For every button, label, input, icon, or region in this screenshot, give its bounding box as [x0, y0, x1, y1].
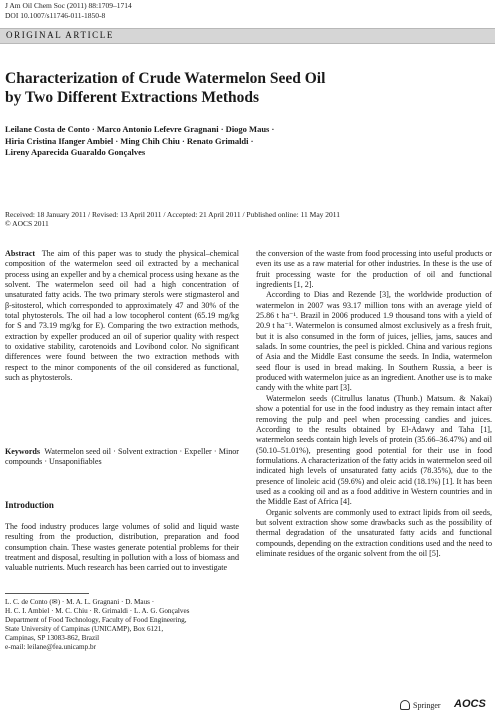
abstract-label: Abstract — [5, 249, 36, 258]
springer-mark — [400, 700, 441, 710]
aocs-logo-text: AOCS — [454, 698, 486, 710]
abstract-text: The aim of this paper was to study the physical–chemical composition of the watermelon seed oil extracted by a mechanical process using an expeller and by a chemical process using hexane as the solvent. The watermelon seed oil had a high concentration of unsaturated fatty acids. The two primary sterols were stigmasterol and β-sitosterol, which corresponded to approximately 47 and 30% of the total phytosterols. The oil had a low tocopherol content (65.19 mg/kg for S and 73.19 mg/kg for E). Comparing the two extraction methods, extraction by expeller produced an oil of superior quality with respect to oxidative stability, carotenoids and Lovibond color. No significant differences were found between the two extraction methods with respect to the minor components of the oil considered as functional, such as phytosterols. — [5, 249, 240, 383]
article-type-label: ORIGINAL ARTICLE — [6, 30, 114, 40]
article-type-banner — [0, 28, 495, 44]
authors-line-1: Leilane Costa de Conto · Marco Antonio Lefevre Gragnani · Diogo Maus · — [5, 124, 275, 134]
keywords-label: Keywords — [5, 447, 41, 456]
aocs-logo — [454, 698, 486, 710]
author-list — [5, 124, 485, 159]
right-column — [256, 249, 492, 559]
footnote-email[interactable]: e-mail: leilane@fea.unicamp.br — [5, 643, 97, 652]
right-paragraph-4: Organic solvents are commonly used to extract lipids from oil seeds, but solvent extraction show some drawbacks such as the possibility of thermal degradation of the unsaturated fatty acids and functional compounds, depending on the extraction conditions used and the need to eliminate residues of the organic solvent from the oil [5]. — [256, 507, 492, 558]
keywords-text: Watermelon seed oil · Solvent extraction · Expeller · Minor compounds · Unsaponifiables — [5, 447, 239, 467]
author-affiliation-footnote — [5, 598, 239, 653]
right-paragraph-3: Watermelon seeds (Citrullus lanatus (Thunb.) Matsum. & Nakai) show a potential for use in the food industry as they remain intact after removing the pulp and peel when processing candies and juices. According to the results obtained by El-Adawy and Taha [1], watermelon seeds contain high levels of protein (35.66–36.47%) and oil (50.10–51.01%), presenting good potential for their use in food formulations. A characterization of the fatty acids in watermelon seed oil indicated high levels of unsaturated fatty acids (78.35%), due to the presence of linoleic acid (59.6%) and oleic acid (18.1%) [1]. It has been used as a cooking oil and as a food additive in Western countries and in the Middle East of Africa [4]. — [256, 393, 492, 507]
title-line-1: Characterization of Crude Watermelon Seed Oil — [5, 70, 326, 87]
footnote-line-1: L. C. de Conto (✉) · M. A. L. Gragnani · D. Maus · — [5, 598, 155, 606]
introduction-text: The food industry produces large volumes of solid and liquid waste resulting from the production, distribution, preparation and food consumption chain. These wastes generate potential problems for their treatment and disposal, resulting in pollution with a loss of biomass and valuable nutrients. Much research has been carried out to investigate — [5, 522, 239, 573]
abstract-section — [5, 249, 239, 383]
article-dates — [5, 210, 490, 228]
footnote-divider — [5, 593, 89, 594]
footnote-line-5: Campinas, SP 13083-862, Brazil — [5, 634, 100, 643]
footnote-line-3: Department of Food Technology, Faculty of Food Engineering, — [5, 616, 187, 625]
right-paragraph-1: the conversion of the waste from food processing into useful products or even its use as a raw material for other industries. In these is the use of fruit processing waste for the production of oil and functional ingredients [1, 2]. — [256, 249, 492, 290]
copyright: © AOCS 2011 — [5, 219, 49, 228]
footnote-line-4: State University of Campinas (UNICAMP), Box 6121, — [5, 625, 164, 634]
journal-citation: J Am Oil Chem Soc (2011) 88:1709–1714 — [5, 1, 132, 10]
keywords-section — [5, 447, 239, 468]
title-line-2: by Two Different Extractions Methods — [5, 89, 260, 106]
authors-line-2: Hiria Cristina Ifanger Ambiel · Ming Chih Chiu · Renato Grimaldi · — [5, 135, 254, 146]
introduction-section — [5, 522, 239, 574]
authors-line-3: Lireny Aparecida Guaraldo Gonçalves — [5, 147, 146, 158]
doi[interactable]: DOI 10.1007/s11746-011-1850-8 — [5, 11, 106, 20]
footnote-line-2: H. C. I. Ambiel · M. C. Chiu · R. Grimaldi · L. A. G. Gonçalves — [5, 607, 190, 616]
article-title — [5, 69, 485, 107]
springer-horse-icon — [400, 700, 410, 710]
publisher-name: Springer — [413, 700, 441, 710]
introduction-heading: Introduction — [5, 500, 54, 510]
right-paragraph-2: According to Dias and Rezende [3], the worldwide production of watermelon in 2007 was 93.17 million tons with an average yield of 25.86 t ha⁻¹. Brazil in 2006 produced 1.9 thousand tons with a yield of 20.9 t ha⁻¹. Watermelon is consumed almost exclusively as a fresh fruit, but it is also consumed in the form of juices, jellies, jams, sauces and salads. In some countries, the peel is pickled. China and various regions of Asia and the Middle East consume the seeds. In India, watermelon seed flour is used in bread making. In Southern Russia, a beer is produced with watermelon juice as an ingredient. Another use is to make candy with the white part [3]. — [256, 290, 492, 393]
history-dates: Received: 18 January 2011 / Revised: 13 April 2011 / Accepted: 21 April 2011 / Published online: 11 May 2011 — [5, 210, 341, 219]
